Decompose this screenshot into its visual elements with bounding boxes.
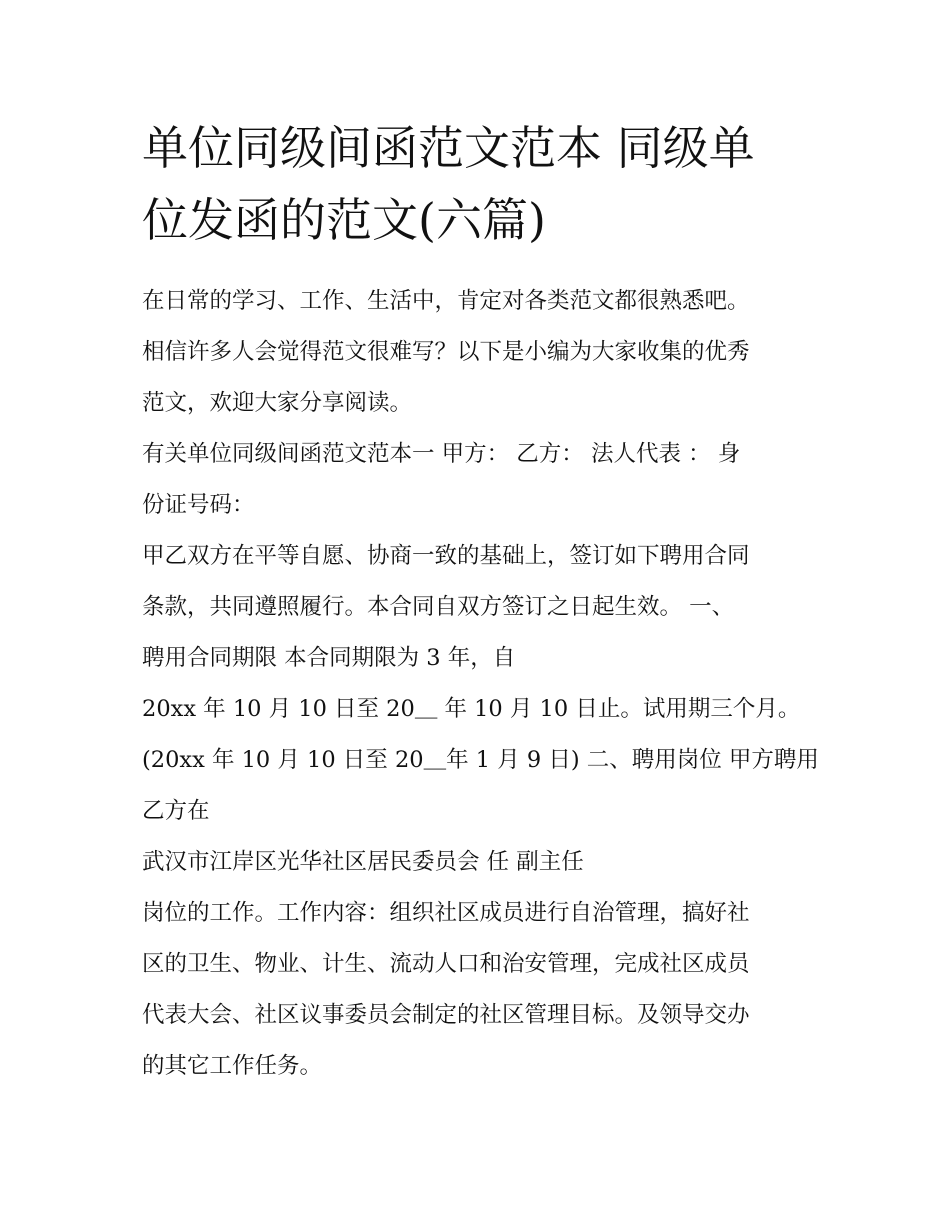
body-line: 相信许多人会觉得范文很难写？以下是小编为大家收集的优秀 [142,339,750,365]
title-line-1: 单位同级间函范文范本 同级单 [142,121,755,175]
title-line-2: 位发函的范文(六篇) [142,193,546,247]
document-body [142,276,822,1092]
body-line: 武汉市江岸区光华社区居民委员会 任 副主任 [142,849,584,875]
body-line: 岗位的工作。工作内容：组织社区成员进行自治管理，搞好社 [142,900,750,926]
body-line: 在日常的学习、工作、生活中，肯定对各类范文都很熟悉吧。 [142,288,750,314]
body-line: 乙方在 [142,798,210,824]
body-line: 代表大会、社区议事委员会制定的社区管理目标。及领导交办 [142,1002,750,1028]
body-line: 聘用合同期限 本合同期限为 3 年，自 [142,645,516,671]
body-line: 的其它工作任务。 [142,1053,323,1079]
body-line: 有关单位同级间函范文范本一 甲方： 乙方： 法人代表 ： 身 [142,441,741,467]
body-line: 份证号码： [142,492,255,518]
body-line: 区的卫生、物业、计生、流动人口和治安管理，完成社区成员 [142,951,750,977]
document-title [142,112,822,256]
body-line: 20xx 年 10 月 10 日至 20＿ 年 10 月 10 日止。试用期三个月。 [142,696,801,722]
body-line: 条款，共同遵照履行。本合同自双方签订之日起生效。 一、 [142,594,735,620]
body-line: 范文，欢迎大家分享阅读。 [142,390,413,416]
body-line: (20xx 年 10 月 10 日至 20＿年 1 月 9 日) 二、聘用岗位 甲方聘用 [142,747,819,773]
body-line: 甲乙双方在平等自愿、协商一致的基础上，签订如下聘用合同 [142,543,750,569]
